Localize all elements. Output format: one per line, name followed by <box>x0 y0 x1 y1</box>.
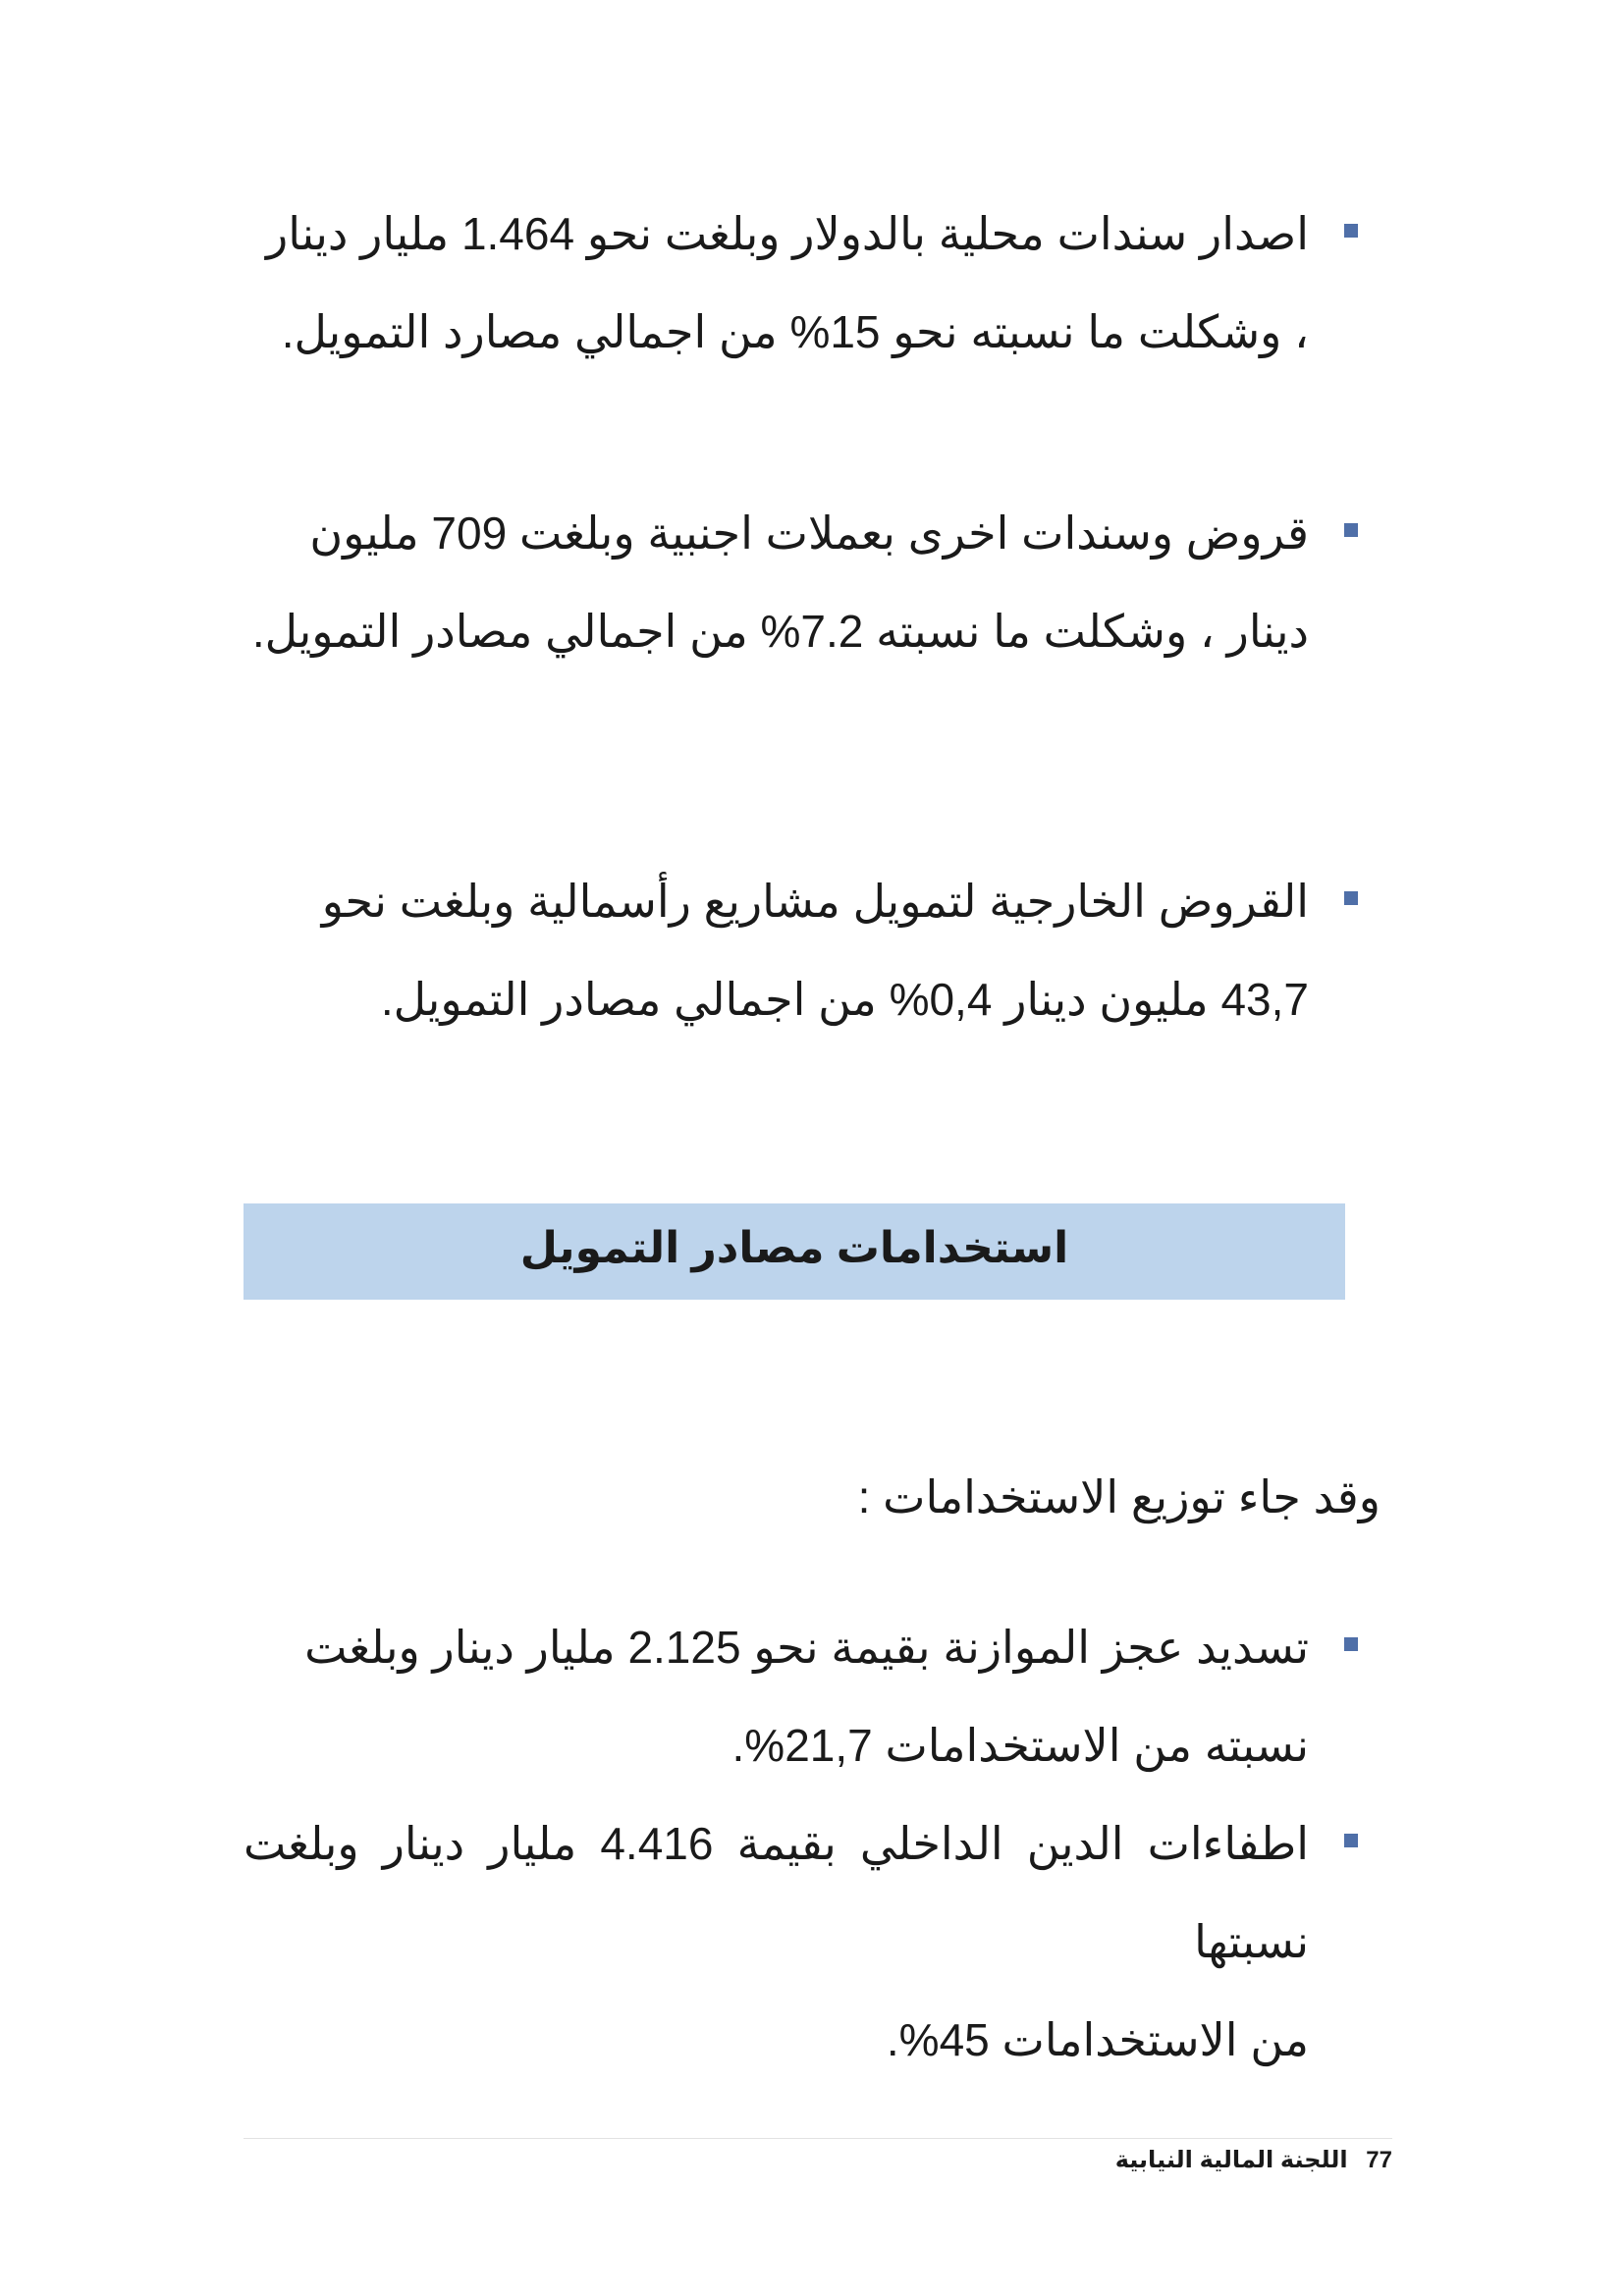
bullet-line: من الاستخدامات 45%. <box>886 2014 1309 2065</box>
section-heading: استخدامات مصادر التمويل <box>519 1224 1069 1272</box>
bullet-line: دينار ، وشكلت ما نسبته 7.2% من اجمالي مصادر التمويل. <box>251 606 1309 657</box>
bullet-line: تسديد عجز الموازنة بقيمة نحو 2.125 مليار دينار وبلغت <box>304 1622 1309 1673</box>
bullet-line: اصدار سندات محلية بالدولار وبلغت نحو 1.464 مليار دينار <box>266 208 1309 259</box>
square-bullet-icon <box>1344 891 1358 905</box>
footer-divider <box>244 2138 1392 2139</box>
bullet-item-budget-deficit <box>244 1598 1309 1794</box>
page-footer <box>1115 2146 1392 2174</box>
square-bullet-icon <box>1344 1834 1358 1847</box>
section-heading-band <box>244 1203 1345 1300</box>
square-bullet-icon <box>1344 1637 1358 1651</box>
bullet-line: القروض الخارجية لتمويل مشاريع رأسمالية وبلغت نحو <box>321 876 1309 927</box>
bullet-item-local-bonds <box>244 185 1309 381</box>
footer-label: اللجنة المالية النيابية <box>1114 2147 1348 2173</box>
bullet-line: اطفاءات الدين الداخلي بقيمة 4.416 مليار دينار وبلغت نسبتها <box>244 1818 1309 1967</box>
bullet-line: قروض وسندات اخرى بعملات اجنبية وبلغت 709 مليون <box>309 507 1309 559</box>
square-bullet-icon <box>1344 523 1358 537</box>
bullet-line: 43,7 مليون دينار 0,4% من اجمالي مصادر التمويل. <box>380 974 1309 1025</box>
bullet-item-external-loans <box>244 852 1309 1048</box>
bullet-item-foreign-loans <box>244 484 1309 680</box>
intro-text: وقد جاء توزيع الاستخدامات : <box>857 1471 1380 1522</box>
square-bullet-icon <box>1344 224 1358 238</box>
bullet-line: نسبته من الاستخدامات 21,7%. <box>731 1720 1309 1771</box>
bullet-line: ، وشكلت ما نسبته نحو 15% من اجمالي مصارد التمويل. <box>281 306 1309 357</box>
bullet-item-internal-debt <box>244 1794 1309 2089</box>
page-number: 77 <box>1366 2147 1392 2173</box>
